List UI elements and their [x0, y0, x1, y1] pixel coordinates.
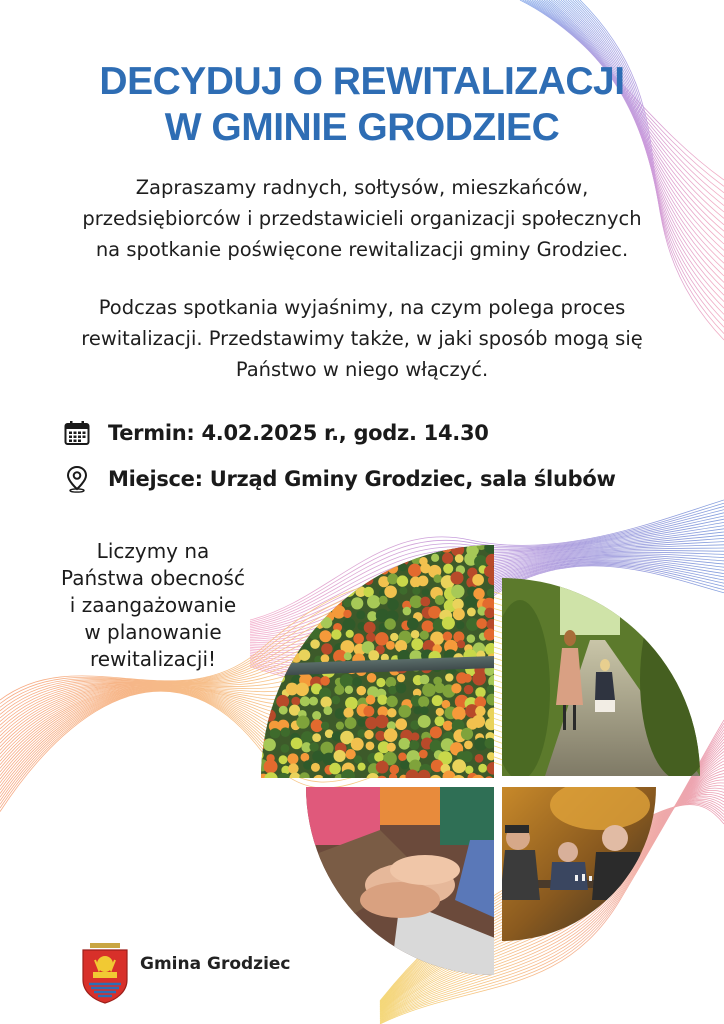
text-line: i zaangażowanie [69, 593, 237, 617]
photo-autumn-forest [252, 538, 502, 788]
text-line: Państwo w niego włączyć. [235, 358, 489, 381]
text-line: Podczas spotkania wyjaśnimy, na czym polega proces [98, 296, 626, 319]
text-line: rewitalizacji! [89, 647, 217, 671]
photo-chess-players [500, 780, 660, 945]
gmina-grodziec-crest-logo [80, 942, 130, 1004]
page-title-line-2: W GMINIE GRODZIEC [164, 106, 560, 149]
text-line: rewitalizacji. Przedstawimy także, w jaki sposób mogą się [81, 327, 643, 350]
meeting-date-text: Termin: 4.02.2025 r., godz. 14.30 [108, 421, 489, 445]
page-title-line-1: DECYDUJ O REWITALIZACJI [99, 60, 625, 103]
footer-organization-name: Gmina Grodziec [140, 954, 291, 974]
text-line: na spotkanie poświęcone rewitalizacji gminy Grodziec. [95, 238, 629, 261]
text-line: Państwa obecność [61, 566, 245, 590]
text-line: przedsiębiorców i przedstawicieli organizacji społecznych [82, 207, 642, 230]
photo-stacked-hands [300, 785, 500, 980]
photo-walk-on-path [490, 575, 720, 780]
meeting-place-text: Miejsce: Urząd Gminy Grodziec, sala ślubów [108, 467, 616, 491]
text-line: Zapraszamy radnych, sołtysów, mieszkańców, [135, 176, 589, 199]
text-line: w planowanie [84, 620, 222, 644]
text-line: Liczymy na [96, 539, 210, 563]
